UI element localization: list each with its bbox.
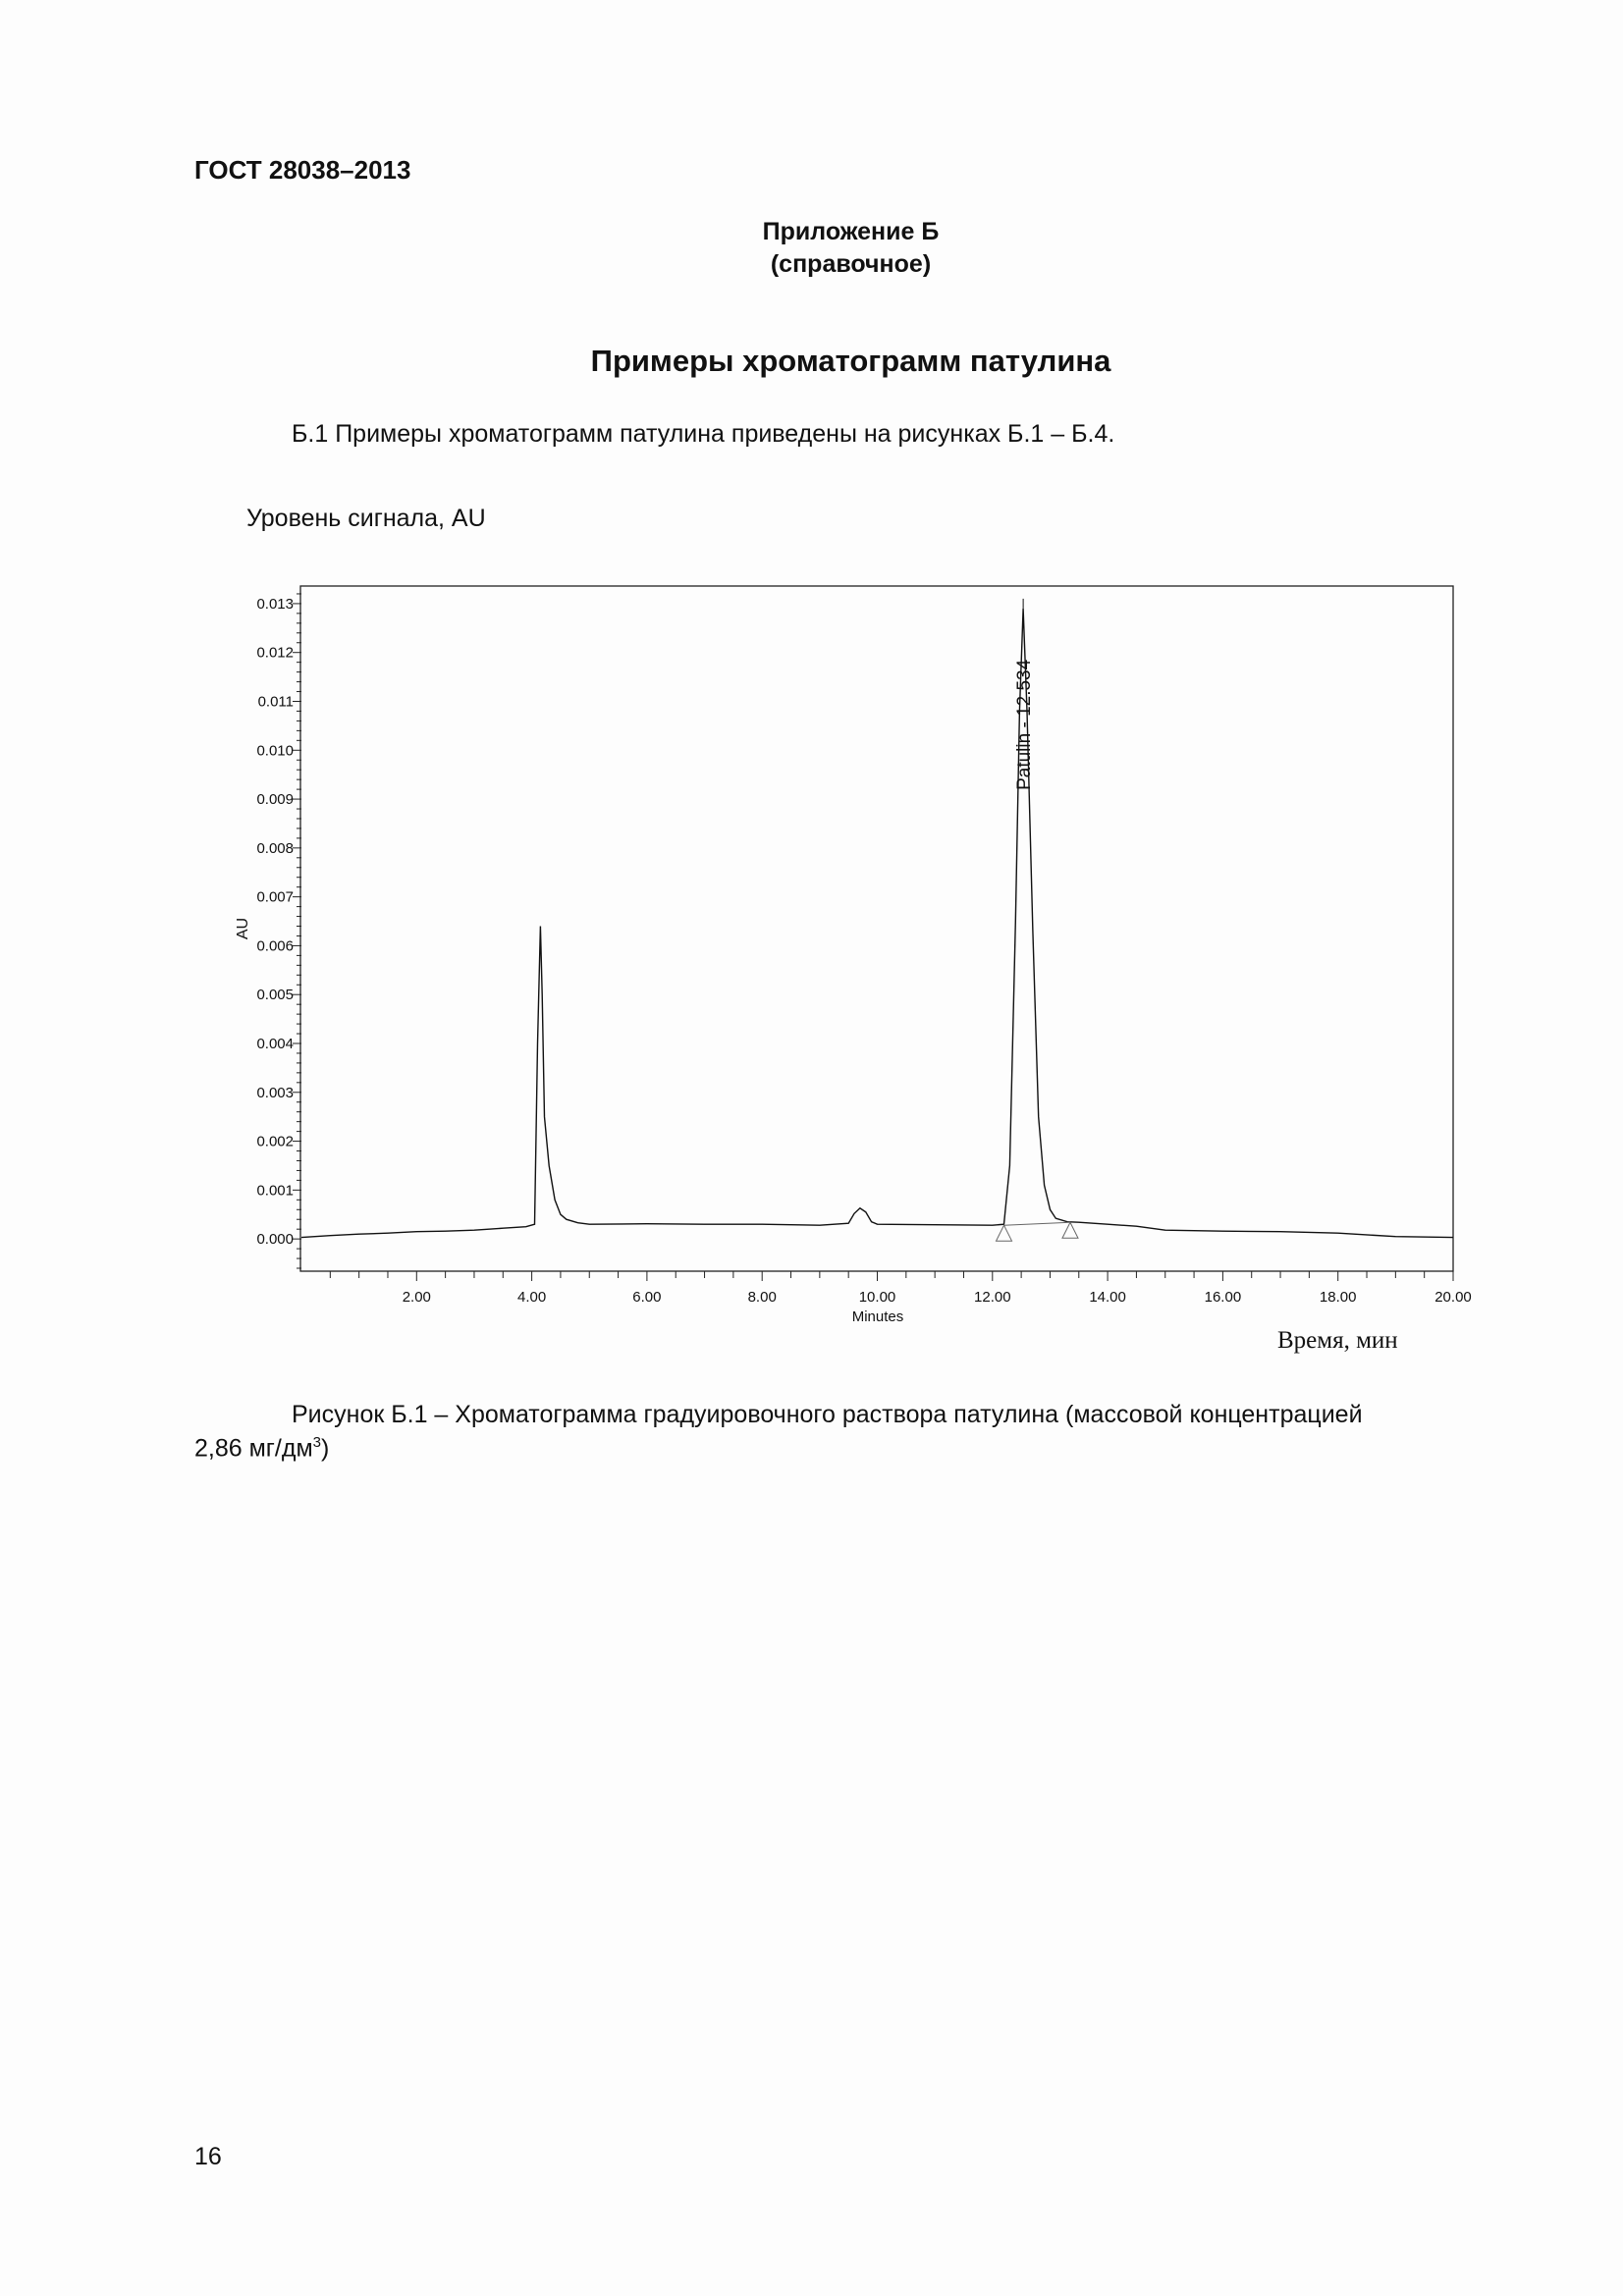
paragraph: Б.1 Примеры хроматограмм патулина приведены на рисунках Б.1 – Б.4.	[292, 420, 1115, 448]
peak-marker-triangle	[997, 1225, 1012, 1241]
plot-frame	[300, 586, 1453, 1271]
y-tick-label: 0.005	[256, 987, 294, 1004]
caption-text: 2,86 мг/дм	[194, 1434, 313, 1463]
x-tick-label: 16.00	[1204, 1289, 1242, 1306]
peak-marker-triangle	[1062, 1222, 1078, 1238]
y-tick-label: 0.012	[256, 644, 294, 662]
y-tick-label: 0.006	[256, 937, 294, 955]
x-tick-label: 2.00	[402, 1289, 431, 1306]
y-tick-label: 0.001	[256, 1182, 294, 1200]
y-tick-label: 0.013	[256, 595, 294, 613]
x-tick-label: 8.00	[747, 1289, 777, 1306]
peak-baseline	[1004, 1222, 1070, 1225]
x-tick-label: 18.00	[1319, 1289, 1357, 1306]
figure-caption-line2	[194, 1434, 329, 1463]
y-axis-label: AU	[235, 917, 251, 940]
chromatogram-trace	[301, 609, 1453, 1238]
x-axis-caption: Время, мин	[1277, 1327, 1398, 1354]
peak-label: Patulin - 12.534	[1014, 659, 1036, 790]
y-tick-label: 0.003	[256, 1084, 294, 1101]
y-tick-label: 0.004	[256, 1035, 294, 1052]
x-tick-label: 20.00	[1434, 1289, 1472, 1306]
y-tick-label: 0.002	[256, 1133, 294, 1150]
x-tick-label: 4.00	[516, 1289, 547, 1306]
document-header: ГОСТ 28038–2013	[194, 155, 411, 185]
section-title: Примеры хроматограмм патулина	[590, 344, 1111, 378]
appendix-subtitle: (справочное)	[770, 250, 932, 278]
y-tick-label: 0.010	[256, 742, 294, 760]
y-tick-label: 0.011	[257, 693, 294, 711]
y-tick-label: 0.009	[256, 791, 294, 809]
x-tick-label: 14.00	[1089, 1289, 1126, 1306]
x-tick-label: 12.00	[974, 1289, 1011, 1306]
y-tick-label: 0.008	[256, 839, 294, 857]
y-axis-caption: Уровень сигнала, AU	[246, 505, 486, 532]
y-tick-label: 0.007	[256, 888, 294, 906]
appendix-title: Приложение Б	[762, 218, 940, 245]
y-tick-label: 0.000	[256, 1231, 294, 1249]
x-tick-label: 10.00	[858, 1289, 896, 1306]
x-tick-label: 6.00	[632, 1289, 662, 1306]
figure-caption: Рисунок Б.1 – Хроматограмма градуировочного раствора патулина (массовой концентрацией	[292, 1401, 1363, 1428]
caption-superscript: 3	[312, 1434, 321, 1451]
x-axis-label: Minutes	[851, 1308, 904, 1325]
caption-end: )	[320, 1434, 330, 1463]
page-number: 16	[194, 2143, 222, 2170]
